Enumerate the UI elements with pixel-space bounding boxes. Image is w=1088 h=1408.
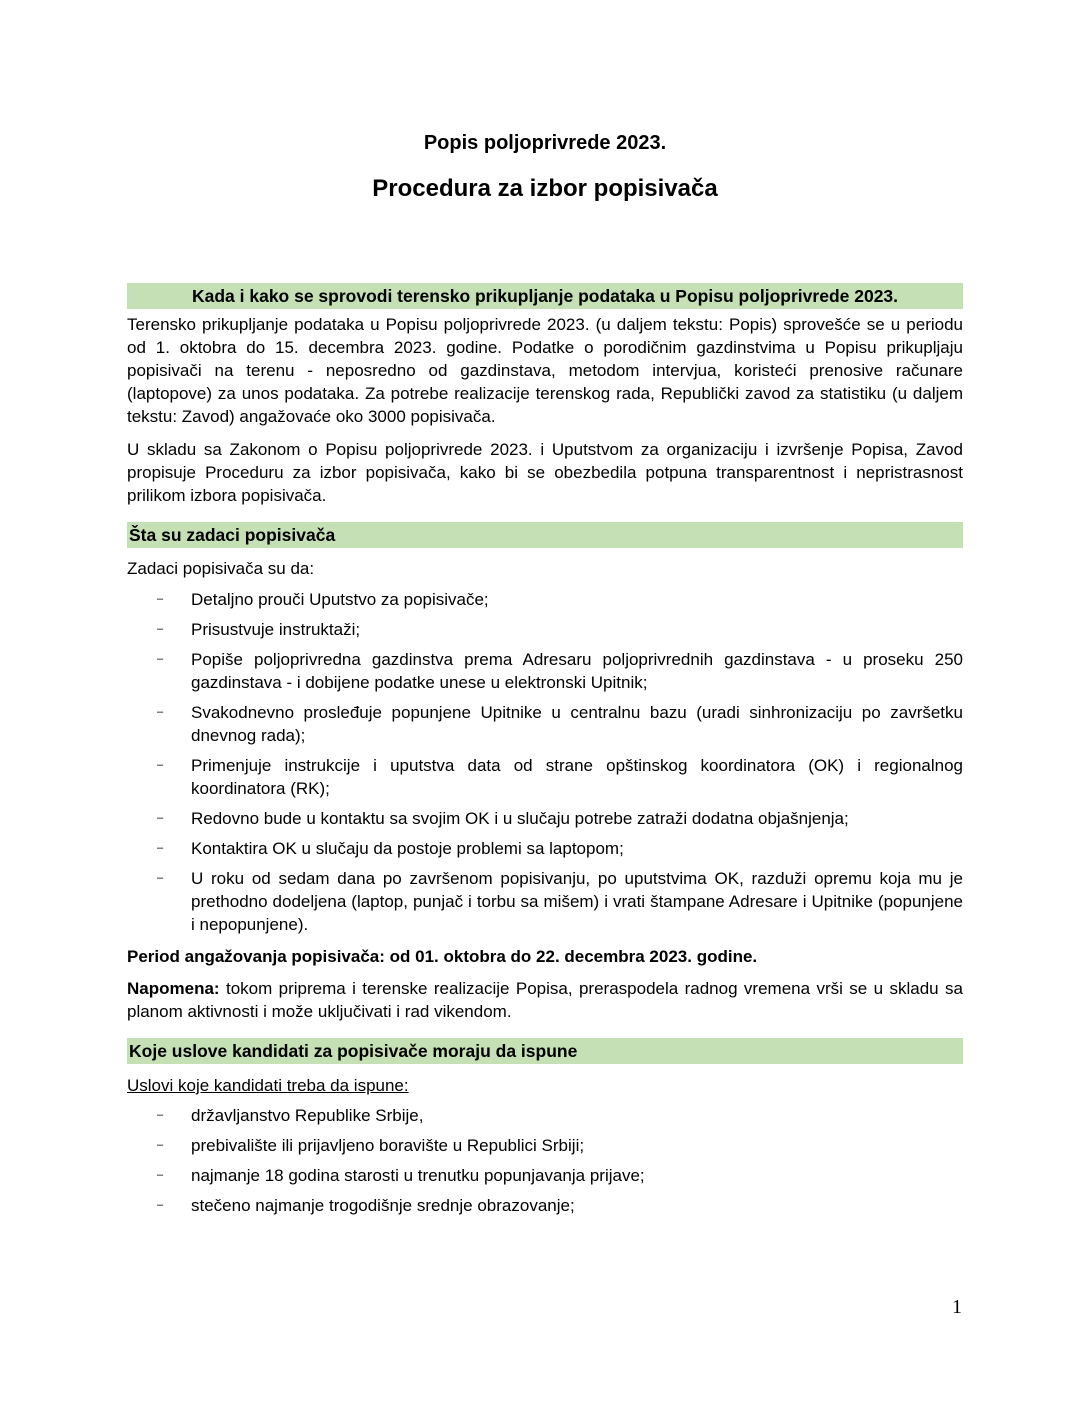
dash-bullet: – [157,653,164,665]
section1-paragraph-2: U skladu sa Zakonom o Popisu poljoprivrede 2023. i Uputstvom za organizaciju i izvršenje Popisa, Zavod propisuje Proceduru za izbor popisivača, kako bi se obezbedila potpuna transparentnost i nepristrasnost prilikom izbora popisivača. [127,440,963,505]
dash-bullet: – [157,593,164,605]
dash-bullet: – [157,1109,164,1121]
document-title: Popis poljoprivrede 2023. [423,132,667,154]
dash-bullet: – [157,706,164,718]
dash-bullet: – [157,759,164,771]
list-item: – stečeno najmanje trogodišnje srednje obrazovanje; [157,1196,575,1215]
dash-bullet: – [157,1169,164,1181]
list-item: – državljanstvo Republike Srbije, [157,1106,424,1125]
document-subtitle: Procedura za izbor popisivača [372,175,718,202]
list-item: – Detaljno prouči Uputstvo za popisivače; [157,590,489,609]
tasks-intro: Zadaci popisivača su da: [127,559,315,578]
dash-bullet: – [157,1139,164,1151]
list-item: – prebivalište ili prijavljeno boravište u Republici Srbiji; [157,1136,585,1155]
conditions-title: Uslovi koje kandidati treba da ispune: [127,1076,409,1095]
note-paragraph [127,977,963,1023]
dash-bullet: – [157,812,164,824]
page-content [127,128,963,1217]
list-item: – U roku od sedam dana po završenom popisivanju, po uputstvima OK, razduži opremu koja mu je prethodno dodeljena (laptop, punjač i torbu sa mišem) i vrati štampane Adresare i Upitnike (popunjene i nepopunjene). [157,869,963,934]
dash-bullet: – [157,1199,164,1211]
list-item: – Svakodnevno prosleđuje popunjene Upitnike u centralnu bazu (uradi sinhronizaciju po završetku dnevnog rada); [157,703,963,745]
dash-bullet: – [157,842,164,854]
dash-bullet: – [157,872,164,884]
list-item: – Popiše poljoprivredna gazdinstva prema Adresaru poljoprivrednih gazdinstava - u proseku 250 gazdinstava - i dobijene podatke unese u elektronski Upitnik; [157,650,963,692]
page-number: 1 [952,1296,962,1318]
list-item: – Kontaktira OK u slučaju da postoje problemi sa laptopom; [157,839,624,858]
section-heading-1: Kada i kako se sprovodi terensko prikupljanje podataka u Popisu poljoprivrede 2023. [127,283,963,309]
list-item: – Primenjuje instrukcije i uputstva data od strane opštinskog koordinatora (OK) i regionalnog koordinatora (RK); [157,756,963,798]
section1-paragraph-1: Terensko prikupljanje podataka u Popisu poljoprivrede 2023. (u daljem tekstu: Popis) sprovešće se u periodu od 1. oktobra do 15. decembra 2023. godine. Podatke o porodičnim gazdinstvima u Popisu prikupljaju popisivači na terenu - neposredno od gazdinstava, metodom intervjua, koristeći prenosive računare (laptopove) za unos podataka. Za potrebe realizacije terenskog rada, Republički zavod za statistiku (u daljem tekstu: Zavod) angažovaće oko 3000 popisivača. [127,315,963,426]
list-item: – Prisustvuje instruktaži; [157,620,361,639]
list-item: – Redovno bude u kontaktu sa svojim OK i u slučaju potrebe zatraži dodatna objašnjenja; [157,809,849,828]
tasks-list [127,588,963,936]
conditions-list [127,1104,963,1217]
note-label: Napomena: [127,979,220,998]
dash-bullet: – [157,623,164,635]
engagement-period: Period angažovanja popisivača: od 01. oktobra do 22. decembra 2023. godine. [127,947,758,966]
section-heading-2: Šta su zadaci popisivača [127,522,963,548]
note-text: tokom priprema i terenske realizacije Popisa, preraspodela radnog vremena vrši se u skladu sa planom aktivnosti i može uključivati i rad vikendom. [127,979,963,1021]
section-heading-3: Koje uslove kandidati za popisivače moraju da ispune [127,1038,963,1064]
list-item: – najmanje 18 godina starosti u trenutku popunjavanja prijave; [157,1166,645,1185]
